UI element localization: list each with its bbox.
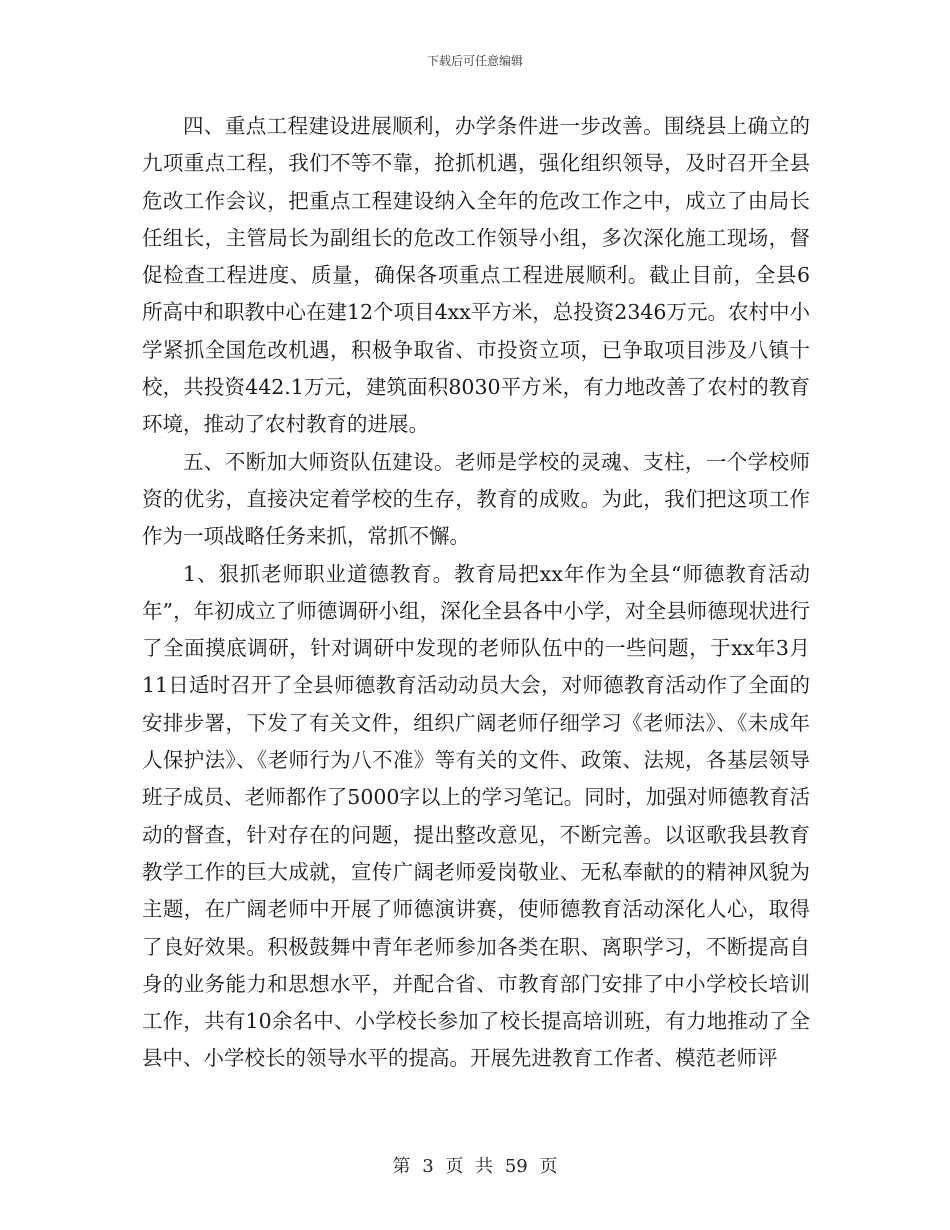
page-footer: 第 3 页 共 59 页	[392, 1156, 558, 1177]
paragraph-teacher-team: 五、不断加大师资队伍建设。老师是学校的灵魂、支柱，一个学校师资的优劣，直接决定着学校的生存，教育的成败。为此，我们把这项工作作为一项战略任务来抓，常抓不懈。	[142, 449, 810, 549]
paragraph-teacher-ethics: 1、狠抓老师职业道德教育。教育局把xx年作为全县“师德教育活动年”，年初成立了师德调研小组，深化全县各中小学，对全县师德现状进行了全面摸底调研，针对调研中发现的老师队伍中的一些问题，于xx年3月11日适时召开了全县师德教育活动动员大会，对师德教育活动作了全面的安排步署，下发了有关文件，组织广阔老师仔细学习《老师法》、《未成年人保护法》、《老师行为八不准》等有关的文件、政策、法规，各基层领导班子成员、老师都作了5000字以上的学习笔记。同时，加强对师德教育活动的督查，针对存在的问题，提出整改意见，不断完善。以讴歌我县教育教学工作的巨大成就，宣传广阔老师爱岗敬业、无私奉献的的精神风貌为主题，在广阔老师中开展了师德演讲赛，使师德教育活动深化人心，取得了良好效果。积极鼓舞中青年老师参加各类在职、离职学习，不断提高自身的业务能力和思想水平，并配合省、市教育部门安排了中小学校长培训工作，共有10余名中、小学校长参加了校长提高培训班，有力地推动了全县中、小学校长的领导水平的提高。开展先进教育工作者、模范老师评	[142, 561, 810, 1071]
document-body	[142, 108, 810, 1078]
paragraph-key-projects: 四、重点工程建设进展顺利，办学条件进一步改善。围绕县上确立的九项重点工程，我们不等不靠，抢抓机遇，强化组织领导，及时召开全县危改工作会议，把重点工程建设纳入全年的危改工作之中，成立了由局长任组长，主管局长为副组长的危改工作领导小组，多次深化施工现场，督促检查工程进度、质量，确保各项重点工程进展顺利。截止目前，全县6所高中和职教中心在建12个项目4xx平方米，总投资2346万元。农村中小学紧抓全国危改机遇，积极争取省、市投资立项，已争取项目涉及八镇十校，共投资442.1万元，建筑面积8030平方米，有力地改善了农村的教育环境，推动了农村教育的进展。	[142, 114, 810, 437]
page-header: 下载后可任意编辑	[426, 54, 523, 68]
